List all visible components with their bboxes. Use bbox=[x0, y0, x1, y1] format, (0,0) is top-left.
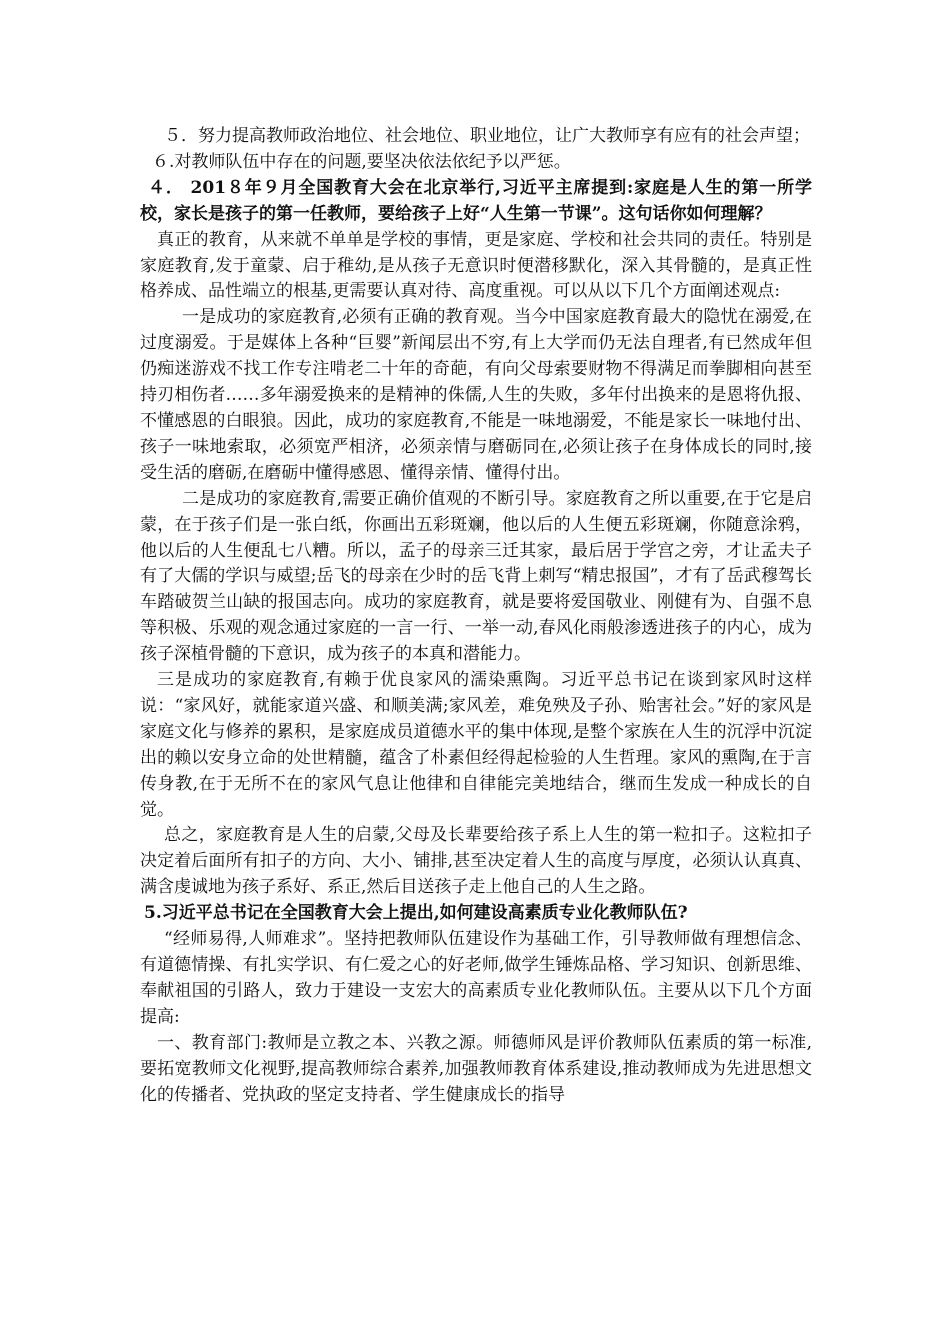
document-page bbox=[140, 124, 812, 1108]
paragraph-point-3: 三是成功的家庭教育,有赖于优良家风的濡染熏陶。习近平总书记在谈到家风时这样说：“家风好，就能家道兴盛、和顺美满;家风差，难免殃及子孙、贻害社会。”好的家风是家庭文化与修养的累积，是家庭成员道德水平的集中体现,是整个家族在人生的沉浮中沉淀出的赖以安身立命的处世精髓，蕴含了朴素但经得起检验的人生哲理。家风的熏陶,在于言传身教,在于无所不在的家风气息让他律和自律能完美地结合，继而生发成一种成长的自觉。 bbox=[140, 670, 812, 820]
paragraph-intro: 真正的教育，从来就不单单是学校的事情，更是家庭、学校和社会共同的责任。特别是家庭教育,发于童蒙、启于稚幼,是从孩子无意识时便潜移默化，深入其骨髓的，是真正性格养成、品性端立的根基,更需要认真对待、高度重视。可以从以下几个方面阐述观点: bbox=[140, 229, 812, 302]
paragraph-item-6: ６.对教师队伍中存在的问题,要坚决依法依纪予以严惩。 bbox=[152, 151, 571, 172]
paragraph-item-5: ５．努力提高教师政治地位、社会地位、职业地位，让广大教师享有应有的社会声望； bbox=[164, 126, 810, 146]
question-heading-5: 5.习近平总书记在全国教育大会上提出,如何建设高素质专业化教师队伍? bbox=[144, 903, 688, 924]
paragraph-answer-intro: “经师易得,人师难求”。坚持把教师队伍建设作为基础工作，引导教师做有理想信念、有道德情操、有扎实学识、有仁爱之心的好老师,做学生锤炼品格、学习知识、创新思维、奉献祖国的引路人，致力于建设一支宏大的高素质专业化教师队伍。主要从以下几个方面提高: bbox=[140, 929, 812, 1027]
paragraph-point-1: 一是成功的家庭教育,必须有正确的教育观。当今中国家庭教育最大的隐忧在溺爱,在过度溺爱。于是媒体上各种“巨婴”新闻层出不穷,有上大学而仍无法自理者,有已然成年但仍痴迷游戏不找工作专注啃老二十年的奇葩，有向父母索要财物不得满足而拳脚相向甚至持刃相伤者……多年溺爱换来的是精神的侏儒,人生的失败，多年付出换来的是恩将仇报、不懂感恩的白眼狼。因此，成功的家庭教育,不能是一味地溺爱，不能是家长一味地付出、孩子一味地索取，必须宽严相济，必须亲情与磨砺同在,必须让孩子在身体成长的同时,接受生活的磨砺,在磨砺中懂得感恩、懂得亲情、懂得付出。 bbox=[140, 307, 812, 483]
paragraph-answer-1: 一、教育部门:教师是立教之本、兴教之源。师德师风是评价教师队伍素质的第一标准,要拓宽教师文化视野,提高教师综合素养,加强教师教育体系建设,推动教师成为先进思想文化的传播者、党执政的坚定支持者、学生健康成长的指导 bbox=[140, 1032, 812, 1105]
paragraph-point-2: 二是成功的家庭教育,需要正确价值观的不断引导。家庭教育之所以重要,在于它是启蒙，在于孩子们是一张白纸，你画出五彩斑斓，他以后的人生便五彩斑斓，你随意涂鸦，他以后的人生便乱七八糟。所以，孟子的母亲三迁其家，最后居于学宫之旁，才让孟夫子有了大儒的学识与威望;岳飞的母亲在少时的岳飞背上刺写“精忠报国”，才有了岳武穆驾长车踏破贺兰山缺的报国志向。成功的家庭教育，就是要将爱国敬业、刚健有为、自强不息等积极、乐观的观念通过家庭的一言一行、一举一动,春风化雨般渗透进孩子的内心，成为孩子深植骨髓的下意识，成为孩子的本真和潜能力。 bbox=[140, 488, 812, 665]
question-heading-4: ４． 201８年９月全国教育大会在北京举行,习近平主席提到:家庭是人生的第一所学校，家长是孩子的第一任教师，要给孩子上好“人生第一节课”。这句话你如何理解？ bbox=[140, 177, 812, 224]
paragraph-summary: 总之，家庭教育是人生的启蒙,父母及长辈要给孩子系上人生的第一粒扣子。这粒扣子决定着后面所有扣子的方向、大小、铺排,甚至决定着人生的高度与厚度，必须认认真真、满含虔诚地为孩子系好、系正,然后目送孩子走上他自己的人生之路。 bbox=[140, 825, 812, 898]
